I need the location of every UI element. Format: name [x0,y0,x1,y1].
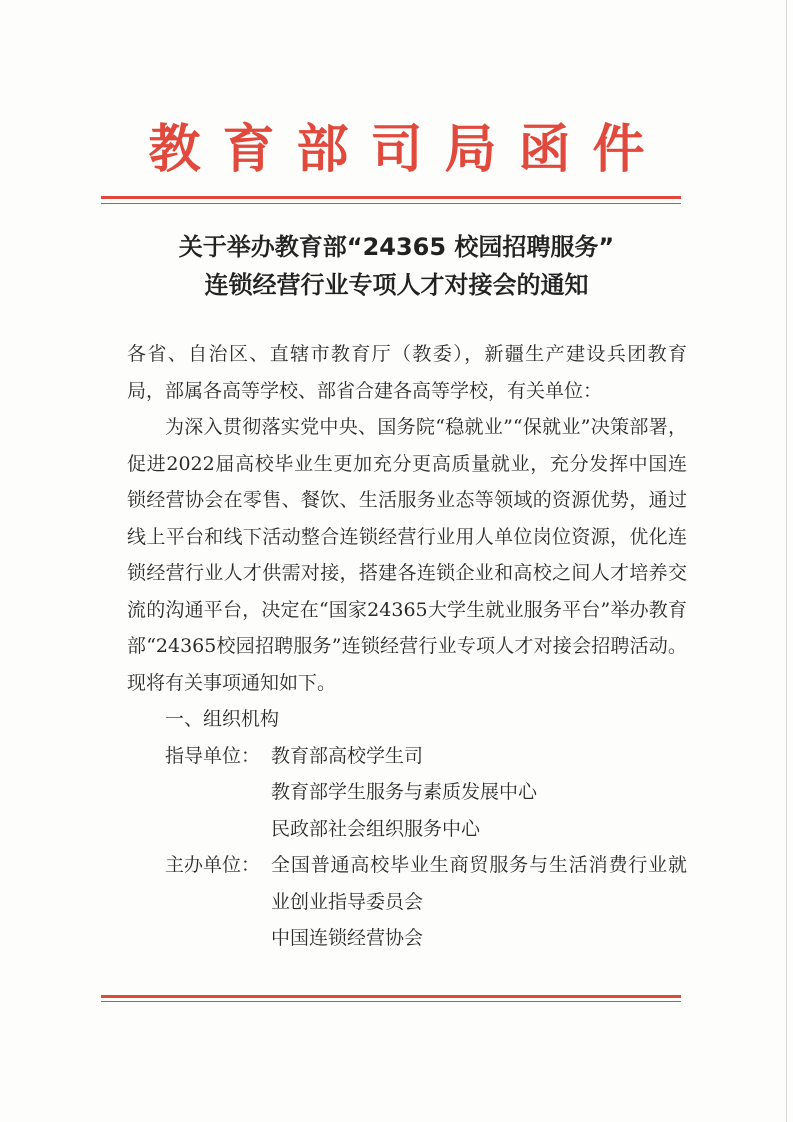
host-unit: 全国普通高校毕业生商贸服务与生活消费行业就业创业指导委员会 [271,854,687,913]
guiding-unit: 民政部社会组织服务中心 [271,817,481,840]
letterhead-rule-thin [101,203,681,204]
host-units-row [165,847,687,957]
footer-rule-thin [101,1001,681,1002]
notice-title [0,228,793,304]
host-unit: 中国连锁经营协会 [271,927,424,949]
letterhead-title: 教育部司局函件 [148,119,667,180]
footer-rule-thick [101,995,681,998]
organization-list [127,738,687,957]
section-heading-organization: 一、组织机构 [165,708,280,730]
guiding-units-row [165,738,687,848]
addressee-paragraph: 各省、自治区、直辖市教育厅（教委），新疆生产建设兵团教育局，部属各高等学校、部省合建各高等学校，有关单位： [127,343,687,402]
notice-title-line-2: 连锁经营行业专项人才对接会的通知 [204,271,589,299]
host-units-label: 主办单位： [165,854,261,876]
guiding-units-label: 指导单位： [165,744,261,767]
guiding-units-values [271,738,687,848]
notice-body [127,336,687,957]
guiding-unit: 教育部高校学生司 [271,744,424,767]
body-paragraph-1: 为深入贯彻落实党中央、国务院“稳就业”“保就业”决策部署，促进2022届高校毕业生更加充分更高质量就业，充分发挥中国连锁经营协会在零售、餐饮、生活服务业态等领域的资源优势，通过线上平台和线下活动整合连锁经营行业用人单位岗位资源，优化连锁经营行业人才供需对接，搭建各连锁企业和高校之间人才培养交流的沟通平台，决定在“国家24365大学生就业服务平台”举办教育部“24365校园招聘服务”连锁经营行业专项人才对接会招聘活动。现将有关事项通知如下。 [127,416,687,694]
host-units-values [271,847,687,957]
notice-title-line-1: 关于举办教育部“24365 校园招聘服务” [178,233,615,261]
guiding-unit: 教育部学生服务与素质发展中心 [271,781,538,803]
letterhead-rule-thick [101,196,681,199]
